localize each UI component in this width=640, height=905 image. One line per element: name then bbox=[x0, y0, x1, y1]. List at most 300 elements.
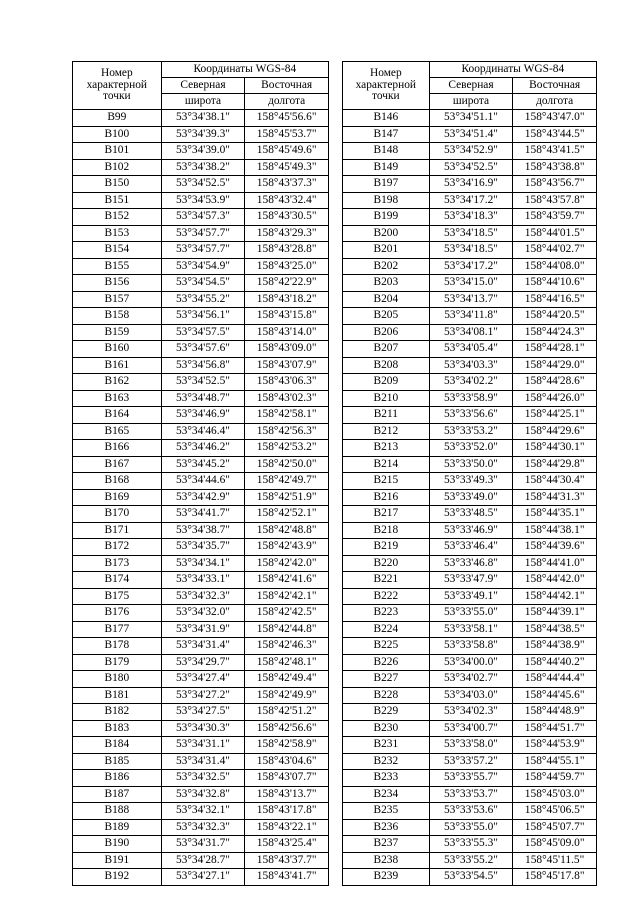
point-number-cell: В231 bbox=[343, 737, 430, 754]
table-row bbox=[343, 687, 597, 704]
longitude-cell: 158°44'02.7" bbox=[513, 242, 597, 259]
point-number-header: Номер характерной точки bbox=[73, 62, 162, 110]
longitude-cell: 158°43'07.9" bbox=[245, 357, 329, 374]
point-number-cell: В161 bbox=[73, 357, 162, 374]
point-number-header: Номер характерной точки bbox=[343, 62, 430, 110]
point-number-cell: В183 bbox=[73, 720, 162, 737]
table-row bbox=[343, 489, 597, 506]
point-number-cell: В164 bbox=[73, 407, 162, 424]
latitude-cell: 53°33'58.0" bbox=[429, 737, 513, 754]
longitude-cell: 158°44'35.1" bbox=[513, 506, 597, 523]
latitude-cell: 53°33'56.6" bbox=[429, 407, 513, 424]
point-number-cell: В158 bbox=[73, 308, 162, 325]
table-header bbox=[343, 62, 597, 110]
point-number-cell: В176 bbox=[73, 605, 162, 622]
latitude-cell: 53°33'50.0" bbox=[429, 456, 513, 473]
point-number-cell: В208 bbox=[343, 357, 430, 374]
longitude-cell: 158°44'26.0" bbox=[513, 390, 597, 407]
table-row bbox=[343, 275, 597, 292]
point-number-cell: В216 bbox=[343, 489, 430, 506]
latitude-cell: 53°33'58.8" bbox=[429, 638, 513, 655]
point-number-cell: В147 bbox=[343, 126, 430, 143]
latitude-cell: 53°33'54.5" bbox=[429, 869, 513, 886]
table-row bbox=[343, 126, 597, 143]
longitude-cell: 158°43'41.5" bbox=[513, 143, 597, 160]
point-number-cell: В222 bbox=[343, 588, 430, 605]
point-number-cell: В202 bbox=[343, 258, 430, 275]
latitude-cell: 53°34'32.0" bbox=[161, 605, 245, 622]
table-row bbox=[73, 308, 329, 325]
point-number-cell: В187 bbox=[73, 786, 162, 803]
longitude-cell: 158°42'43.9" bbox=[245, 539, 329, 556]
table-row bbox=[343, 423, 597, 440]
point-number-cell: В189 bbox=[73, 819, 162, 836]
longitude-cell: 158°42'49.9" bbox=[245, 687, 329, 704]
table-row bbox=[343, 110, 597, 127]
latitude-cell: 53°34'56.1" bbox=[161, 308, 245, 325]
longitude-cell: 158°44'29.8" bbox=[513, 456, 597, 473]
point-number-cell: В221 bbox=[343, 572, 430, 589]
point-number-cell: В234 bbox=[343, 786, 430, 803]
latitude-header-line2: широта bbox=[429, 94, 513, 110]
point-number-cell: В238 bbox=[343, 852, 430, 869]
longitude-cell: 158°44'01.5" bbox=[513, 225, 597, 242]
point-number-cell: В165 bbox=[73, 423, 162, 440]
longitude-cell: 158°44'38.9" bbox=[513, 638, 597, 655]
table-row bbox=[343, 852, 597, 869]
point-number-cell: В101 bbox=[73, 143, 162, 160]
latitude-cell: 53°34'38.1" bbox=[161, 110, 245, 127]
table-row bbox=[343, 159, 597, 176]
longitude-cell: 158°44'39.6" bbox=[513, 539, 597, 556]
latitude-cell: 53°33'49.3" bbox=[429, 473, 513, 490]
point-number-cell: В182 bbox=[73, 704, 162, 721]
longitude-cell: 158°43'06.3" bbox=[245, 374, 329, 391]
longitude-cell: 158°42'51.9" bbox=[245, 489, 329, 506]
longitude-cell: 158°45'03.0" bbox=[513, 786, 597, 803]
point-number-cell: В159 bbox=[73, 324, 162, 341]
latitude-cell: 53°34'32.5" bbox=[161, 770, 245, 787]
latitude-cell: 53°34'34.1" bbox=[161, 555, 245, 572]
longitude-cell: 158°44'48.9" bbox=[513, 704, 597, 721]
latitude-cell: 53°34'27.4" bbox=[161, 671, 245, 688]
point-number-cell: В224 bbox=[343, 621, 430, 638]
latitude-cell: 53°34'44.6" bbox=[161, 473, 245, 490]
table-row bbox=[73, 753, 329, 770]
table-row bbox=[73, 522, 329, 539]
coordinate-system-header: Координаты WGS-84 bbox=[161, 62, 328, 78]
latitude-header-line2: широта bbox=[161, 94, 245, 110]
longitude-cell: 158°42'53.2" bbox=[245, 440, 329, 457]
longitude-cell: 158°42'56.6" bbox=[245, 720, 329, 737]
point-number-cell: В172 bbox=[73, 539, 162, 556]
latitude-cell: 53°33'58.1" bbox=[429, 621, 513, 638]
table-row bbox=[343, 473, 597, 490]
latitude-cell: 53°34'31.1" bbox=[161, 737, 245, 754]
longitude-cell: 158°44'29.6" bbox=[513, 423, 597, 440]
table-row bbox=[73, 192, 329, 209]
latitude-cell: 53°33'53.2" bbox=[429, 423, 513, 440]
point-number-cell: В220 bbox=[343, 555, 430, 572]
latitude-cell: 53°33'46.8" bbox=[429, 555, 513, 572]
table-row bbox=[73, 588, 329, 605]
latitude-cell: 53°34'54.9" bbox=[161, 258, 245, 275]
table-row bbox=[343, 720, 597, 737]
longitude-header-line1: Восточная bbox=[513, 78, 597, 94]
longitude-cell: 158°42'48.1" bbox=[245, 654, 329, 671]
point-number-cell: В102 bbox=[73, 159, 162, 176]
latitude-cell: 53°33'58.9" bbox=[429, 390, 513, 407]
table-row bbox=[343, 341, 597, 358]
latitude-cell: 53°34'45.2" bbox=[161, 456, 245, 473]
longitude-cell: 158°42'50.0" bbox=[245, 456, 329, 473]
table-row bbox=[343, 209, 597, 226]
point-number-cell: В215 bbox=[343, 473, 430, 490]
point-number-cell: В209 bbox=[343, 374, 430, 391]
point-number-cell: В204 bbox=[343, 291, 430, 308]
point-number-cell: В219 bbox=[343, 539, 430, 556]
table-row bbox=[73, 720, 329, 737]
table-row bbox=[343, 869, 597, 886]
point-number-cell: В192 bbox=[73, 869, 162, 886]
point-number-cell: В168 bbox=[73, 473, 162, 490]
longitude-cell: 158°42'49.4" bbox=[245, 671, 329, 688]
longitude-cell: 158°43'44.5" bbox=[513, 126, 597, 143]
latitude-cell: 53°34'31.9" bbox=[161, 621, 245, 638]
table-row bbox=[343, 819, 597, 836]
longitude-cell: 158°43'38.8" bbox=[513, 159, 597, 176]
table-row bbox=[343, 192, 597, 209]
point-number-cell: В150 bbox=[73, 176, 162, 193]
latitude-cell: 53°33'52.0" bbox=[429, 440, 513, 457]
table-row bbox=[73, 621, 329, 638]
table-row bbox=[343, 143, 597, 160]
point-number-cell: В173 bbox=[73, 555, 162, 572]
table-row bbox=[73, 819, 329, 836]
table-row bbox=[73, 704, 329, 721]
longitude-cell: 158°42'48.8" bbox=[245, 522, 329, 539]
table-row bbox=[343, 786, 597, 803]
table-row bbox=[73, 209, 329, 226]
latitude-cell: 53°34'38.7" bbox=[161, 522, 245, 539]
latitude-cell: 53°34'38.2" bbox=[161, 159, 245, 176]
longitude-cell: 158°44'53.9" bbox=[513, 737, 597, 754]
longitude-cell: 158°44'39.1" bbox=[513, 605, 597, 622]
latitude-cell: 53°34'05.4" bbox=[429, 341, 513, 358]
longitude-cell: 158°44'55.1" bbox=[513, 753, 597, 770]
table-row bbox=[73, 869, 329, 886]
latitude-cell: 53°34'00.0" bbox=[429, 654, 513, 671]
table-row bbox=[73, 143, 329, 160]
longitude-cell: 158°44'41.0" bbox=[513, 555, 597, 572]
longitude-cell: 158°44'20.5" bbox=[513, 308, 597, 325]
table-row bbox=[343, 638, 597, 655]
latitude-cell: 53°34'28.7" bbox=[161, 852, 245, 869]
table-row bbox=[343, 357, 597, 374]
longitude-cell: 158°43'14.0" bbox=[245, 324, 329, 341]
table-row bbox=[343, 324, 597, 341]
latitude-cell: 53°34'18.3" bbox=[429, 209, 513, 226]
longitude-cell: 158°42'42.5" bbox=[245, 605, 329, 622]
latitude-cell: 53°34'33.1" bbox=[161, 572, 245, 589]
table-row bbox=[73, 572, 329, 589]
latitude-cell: 53°34'08.1" bbox=[429, 324, 513, 341]
longitude-cell: 158°43'32.4" bbox=[245, 192, 329, 209]
latitude-cell: 53°33'49.1" bbox=[429, 588, 513, 605]
longitude-cell: 158°45'49.6" bbox=[245, 143, 329, 160]
latitude-cell: 53°34'54.5" bbox=[161, 275, 245, 292]
point-number-cell: В177 bbox=[73, 621, 162, 638]
latitude-cell: 53°34'11.8" bbox=[429, 308, 513, 325]
latitude-cell: 53°34'51.1" bbox=[429, 110, 513, 127]
latitude-cell: 53°34'46.4" bbox=[161, 423, 245, 440]
point-number-cell: В201 bbox=[343, 242, 430, 259]
latitude-cell: 53°33'55.0" bbox=[429, 819, 513, 836]
point-number-cell: В237 bbox=[343, 836, 430, 853]
longitude-cell: 158°44'08.0" bbox=[513, 258, 597, 275]
table-row bbox=[343, 291, 597, 308]
longitude-cell: 158°44'38.5" bbox=[513, 621, 597, 638]
latitude-cell: 53°34'29.7" bbox=[161, 654, 245, 671]
longitude-cell: 158°42'58.9" bbox=[245, 737, 329, 754]
longitude-cell: 158°44'30.1" bbox=[513, 440, 597, 457]
point-number-cell: В233 bbox=[343, 770, 430, 787]
longitude-cell: 158°45'07.7" bbox=[513, 819, 597, 836]
latitude-cell: 53°34'27.2" bbox=[161, 687, 245, 704]
point-number-cell: В198 bbox=[343, 192, 430, 209]
table-row bbox=[73, 852, 329, 869]
latitude-cell: 53°34'27.1" bbox=[161, 869, 245, 886]
latitude-cell: 53°34'52.5" bbox=[161, 374, 245, 391]
table-row bbox=[343, 753, 597, 770]
table-row bbox=[73, 374, 329, 391]
latitude-cell: 53°33'49.0" bbox=[429, 489, 513, 506]
longitude-cell: 158°42'22.9" bbox=[245, 275, 329, 292]
latitude-cell: 53°34'52.9" bbox=[429, 143, 513, 160]
latitude-cell: 53°34'31.4" bbox=[161, 638, 245, 655]
point-number-cell: В227 bbox=[343, 671, 430, 688]
coordinates-table-left bbox=[72, 61, 329, 886]
point-number-cell: В146 bbox=[343, 110, 430, 127]
latitude-cell: 53°34'51.4" bbox=[429, 126, 513, 143]
longitude-cell: 158°42'42.0" bbox=[245, 555, 329, 572]
latitude-cell: 53°34'39.3" bbox=[161, 126, 245, 143]
longitude-cell: 158°42'46.3" bbox=[245, 638, 329, 655]
latitude-cell: 53°34'42.9" bbox=[161, 489, 245, 506]
point-number-cell: В207 bbox=[343, 341, 430, 358]
table-row bbox=[73, 786, 329, 803]
table-row bbox=[343, 374, 597, 391]
longitude-cell: 158°44'51.7" bbox=[513, 720, 597, 737]
longitude-cell: 158°45'09.0" bbox=[513, 836, 597, 853]
latitude-cell: 53°33'53.7" bbox=[429, 786, 513, 803]
latitude-cell: 53°34'57.6" bbox=[161, 341, 245, 358]
longitude-cell: 158°44'40.2" bbox=[513, 654, 597, 671]
latitude-cell: 53°33'53.6" bbox=[429, 803, 513, 820]
latitude-cell: 53°33'47.9" bbox=[429, 572, 513, 589]
longitude-header-line2: долгота bbox=[513, 94, 597, 110]
longitude-cell: 158°45'11.5" bbox=[513, 852, 597, 869]
longitude-cell: 158°43'41.7" bbox=[245, 869, 329, 886]
longitude-cell: 158°45'49.3" bbox=[245, 159, 329, 176]
point-number-cell: В190 bbox=[73, 836, 162, 853]
point-number-cell: В217 bbox=[343, 506, 430, 523]
latitude-cell: 53°34'18.5" bbox=[429, 242, 513, 259]
longitude-header-line2: долгота bbox=[245, 94, 329, 110]
latitude-cell: 53°34'16.9" bbox=[429, 176, 513, 193]
table-row bbox=[73, 737, 329, 754]
latitude-cell: 53°34'46.9" bbox=[161, 407, 245, 424]
table-row bbox=[73, 555, 329, 572]
point-number-cell: В166 bbox=[73, 440, 162, 457]
longitude-cell: 158°43'28.8" bbox=[245, 242, 329, 259]
point-number-cell: В155 bbox=[73, 258, 162, 275]
latitude-cell: 53°34'55.2" bbox=[161, 291, 245, 308]
table-row bbox=[73, 407, 329, 424]
latitude-cell: 53°34'17.2" bbox=[429, 258, 513, 275]
longitude-cell: 158°42'42.1" bbox=[245, 588, 329, 605]
table-row bbox=[343, 588, 597, 605]
table-row bbox=[343, 704, 597, 721]
latitude-cell: 53°34'32.3" bbox=[161, 588, 245, 605]
latitude-cell: 53°34'02.2" bbox=[429, 374, 513, 391]
longitude-cell: 158°45'06.5" bbox=[513, 803, 597, 820]
point-number-cell: В185 bbox=[73, 753, 162, 770]
point-number-cell: В218 bbox=[343, 522, 430, 539]
table-row bbox=[73, 225, 329, 242]
table-row bbox=[73, 341, 329, 358]
longitude-cell: 158°42'51.2" bbox=[245, 704, 329, 721]
table-row bbox=[343, 770, 597, 787]
point-number-cell: В226 bbox=[343, 654, 430, 671]
latitude-cell: 53°34'31.4" bbox=[161, 753, 245, 770]
longitude-cell: 158°44'44.4" bbox=[513, 671, 597, 688]
point-number-cell: В178 bbox=[73, 638, 162, 655]
table-row bbox=[343, 456, 597, 473]
point-number-cell: В179 bbox=[73, 654, 162, 671]
latitude-cell: 53°34'02.7" bbox=[429, 671, 513, 688]
table-row bbox=[73, 770, 329, 787]
table-row bbox=[73, 291, 329, 308]
longitude-cell: 158°43'17.8" bbox=[245, 803, 329, 820]
longitude-cell: 158°43'13.7" bbox=[245, 786, 329, 803]
point-number-cell: В213 bbox=[343, 440, 430, 457]
latitude-cell: 53°34'31.7" bbox=[161, 836, 245, 853]
table-row bbox=[343, 176, 597, 193]
table-row bbox=[343, 308, 597, 325]
latitude-cell: 53°33'46.4" bbox=[429, 539, 513, 556]
latitude-cell: 53°34'03.3" bbox=[429, 357, 513, 374]
latitude-cell: 53°33'55.7" bbox=[429, 770, 513, 787]
point-number-cell: В152 bbox=[73, 209, 162, 226]
longitude-cell: 158°43'25.0" bbox=[245, 258, 329, 275]
point-number-cell: В180 bbox=[73, 671, 162, 688]
latitude-cell: 53°34'53.9" bbox=[161, 192, 245, 209]
table-row bbox=[343, 407, 597, 424]
latitude-cell: 53°34'13.7" bbox=[429, 291, 513, 308]
longitude-cell: 158°43'18.2" bbox=[245, 291, 329, 308]
point-number-cell: В228 bbox=[343, 687, 430, 704]
point-number-cell: В167 bbox=[73, 456, 162, 473]
longitude-cell: 158°44'59.7" bbox=[513, 770, 597, 787]
latitude-cell: 53°33'48.5" bbox=[429, 506, 513, 523]
longitude-cell: 158°44'42.0" bbox=[513, 572, 597, 589]
point-number-cell: В197 bbox=[343, 176, 430, 193]
table-row bbox=[343, 539, 597, 556]
longitude-cell: 158°44'45.6" bbox=[513, 687, 597, 704]
point-number-cell: В210 bbox=[343, 390, 430, 407]
longitude-cell: 158°44'28.1" bbox=[513, 341, 597, 358]
table-row bbox=[73, 176, 329, 193]
longitude-cell: 158°45'56.6" bbox=[245, 110, 329, 127]
point-number-cell: В203 bbox=[343, 275, 430, 292]
latitude-cell: 53°34'32.8" bbox=[161, 786, 245, 803]
point-number-cell: В151 bbox=[73, 192, 162, 209]
table-row bbox=[73, 473, 329, 490]
point-number-cell: В160 bbox=[73, 341, 162, 358]
table-row bbox=[73, 539, 329, 556]
point-number-cell: В148 bbox=[343, 143, 430, 160]
table-row bbox=[343, 836, 597, 853]
table-row bbox=[343, 572, 597, 589]
latitude-cell: 53°34'15.0" bbox=[429, 275, 513, 292]
table-row bbox=[343, 522, 597, 539]
latitude-cell: 53°34'46.2" bbox=[161, 440, 245, 457]
longitude-cell: 158°43'47.0" bbox=[513, 110, 597, 127]
table-row bbox=[343, 605, 597, 622]
point-number-cell: В235 bbox=[343, 803, 430, 820]
point-number-cell: В99 bbox=[73, 110, 162, 127]
table-row bbox=[73, 456, 329, 473]
latitude-header-line1: Северная bbox=[161, 78, 245, 94]
table-row bbox=[73, 126, 329, 143]
latitude-cell: 53°33'55.0" bbox=[429, 605, 513, 622]
latitude-header-line1: Северная bbox=[429, 78, 513, 94]
point-number-cell: В225 bbox=[343, 638, 430, 655]
longitude-cell: 158°43'57.8" bbox=[513, 192, 597, 209]
latitude-cell: 53°34'52.5" bbox=[429, 159, 513, 176]
latitude-cell: 53°34'52.5" bbox=[161, 176, 245, 193]
point-number-cell: В200 bbox=[343, 225, 430, 242]
longitude-cell: 158°44'16.5" bbox=[513, 291, 597, 308]
longitude-cell: 158°43'37.3" bbox=[245, 176, 329, 193]
latitude-cell: 53°34'18.5" bbox=[429, 225, 513, 242]
point-number-cell: В153 bbox=[73, 225, 162, 242]
point-number-cell: В171 bbox=[73, 522, 162, 539]
point-number-cell: В211 bbox=[343, 407, 430, 424]
longitude-cell: 158°45'53.7" bbox=[245, 126, 329, 143]
point-number-cell: В232 bbox=[343, 753, 430, 770]
longitude-cell: 158°44'31.3" bbox=[513, 489, 597, 506]
longitude-cell: 158°43'22.1" bbox=[245, 819, 329, 836]
longitude-cell: 158°43'15.8" bbox=[245, 308, 329, 325]
longitude-cell: 158°44'28.6" bbox=[513, 374, 597, 391]
table-body bbox=[343, 110, 597, 886]
longitude-cell: 158°43'56.7" bbox=[513, 176, 597, 193]
table-row bbox=[343, 737, 597, 754]
longitude-cell: 158°43'30.5" bbox=[245, 209, 329, 226]
longitude-cell: 158°42'41.6" bbox=[245, 572, 329, 589]
table-row bbox=[343, 506, 597, 523]
point-number-cell: В223 bbox=[343, 605, 430, 622]
table-row bbox=[343, 242, 597, 259]
table-row bbox=[73, 357, 329, 374]
longitude-cell: 158°42'52.1" bbox=[245, 506, 329, 523]
point-number-cell: В162 bbox=[73, 374, 162, 391]
longitude-cell: 158°43'25.4" bbox=[245, 836, 329, 853]
latitude-cell: 53°34'57.3" bbox=[161, 209, 245, 226]
longitude-cell: 158°44'42.1" bbox=[513, 588, 597, 605]
